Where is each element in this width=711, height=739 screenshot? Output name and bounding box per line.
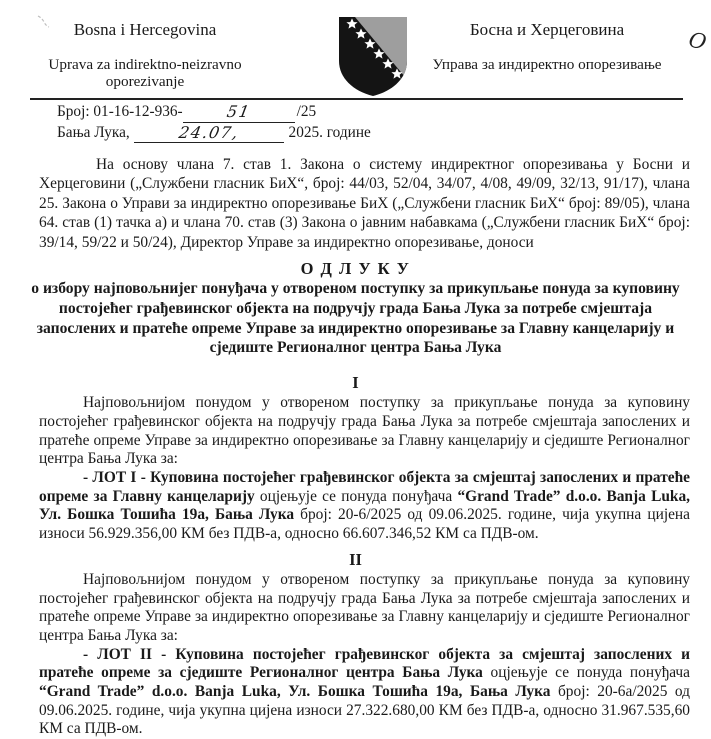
section-2-lot-paragraph [39, 646, 690, 739]
section-1-intro: Најповољнијом понудом у отвореном поступку за прикупљање понуда за куповину постојећег грађевинског објекта на подручју града Бања Лука за потребе смјештаја запослених и пратеће опреме Управе за индиректно опорезивање за Главну канцеларију и сједиште Регионалног центра Бања Лука за: [39, 394, 690, 468]
header-cyrillic-block [408, 20, 686, 73]
lot-1-text-1: оцјењује се понуда понуђача [254, 487, 458, 505]
institution-name-cyrillic: Босна и Херцеговина [469, 20, 625, 39]
protocol-number-suffix: /25 [296, 103, 317, 120]
handwritten-annotation: O [686, 27, 709, 55]
date-underline [134, 123, 284, 144]
header-latin-block [18, 20, 272, 90]
lot-2-bidder: “Grand Trade” d.o.o. Banja Luka, Ул. Бошка Тошића 19а, Бања Лука [39, 683, 551, 701]
decision-subtitle: о избору најповољнијег понуђача у отвореном поступку за прикупљање понуда за куповину постојећег грађевинског објекта на подручју града Бања Лука за потребе смјештаја запослених и пратеће опреме Управе за индиректно опорезивање за Главну канцеларију и сједиште Регионалног центра Бања Лука [31, 280, 680, 357]
handwritten-protocol-number: 51 [225, 102, 253, 121]
lot-2-bold-lead: - ЛОТ II - Куповина постојећег грађевинског објекта за смјештај запослених и пратеће опреме за сједиште Регионалног центра Бања Лука [39, 645, 690, 682]
place-label: Бања Лука, [57, 123, 130, 141]
institution-subtitle-cyrillic: Управа за индиректно опорезивање [432, 56, 662, 73]
protocol-number-underline [183, 102, 295, 123]
institution-subtitle-latin: Uprava za indirektno-neizravno oporezivanje [48, 56, 242, 90]
lot-1-bidder: “Grand Trade” d.o.o. Banja Luka, Ул. Бошка Тошића 19а, Бања Лука [39, 487, 691, 524]
handwritten-date: 24.07, [177, 122, 241, 142]
reference-block [57, 102, 711, 143]
legal-preamble: На основу члана 7. став 1. Закона о систему индиректног опорезивања у Босни и Херцеговини („Службени гласник БиХ“, број: 44/03, 52/04, 34/07, 4/08, 49/09, 32/13, 91/17), члана 25. Закона о Управи за индиректно опорезивање БиХ („Службени гласник БиХ“ број: 89/05), члана 64. став (1) тачка а) и члана 70. став (3) Закона о јавним набавкама („Службени гласник БиХ“ број: 39/14, 59/22 и 50/24), Директор Управе за индиректно опорезивање, доноси [39, 156, 690, 251]
protocol-number-label: Број: 01-16-12-936- [57, 103, 183, 120]
lot-2-text-1: оцјењује се понуда понуђача [482, 664, 690, 682]
lot-1-text-2: број: 20-6/2025 од 09.06.2025. године, чија укупна цијена износи 56.929.356,00 КМ без ПДВ-а, односно 66.607.346,52 КМ са ПДВ-ом. [39, 506, 691, 543]
document-body [0, 102, 711, 739]
place-date-row [57, 123, 711, 144]
lot-1-bold-lead: - ЛОТ I - Куповина постојећег грађевинског објекта за смјештај запослених и пратеће опреме за Главну канцеларију [39, 469, 690, 505]
institution-name-latin: Bosna i Hercegovina [73, 20, 217, 39]
protocol-number-row [57, 102, 711, 123]
section-1-lot-paragraph [39, 469, 690, 544]
section-2-intro: Најповољнијом понудом у отвореном поступку за прикупљање понуда за куповину постојећег грађевинског објекта на подручју града Бања Лука за потребе смјештаја запослених и пратеће опреме Управе за индиректно опорезивање за Главну канцеларију и сједиште Регионалног центра Бања Лука за: [39, 570, 690, 644]
section-numeral-1: I [352, 373, 359, 393]
section-numeral-2: II [349, 549, 362, 569]
decision-title: О Д Л У К У [300, 259, 411, 279]
lot-2-text-2: број: 20-6а/2025 од 09.06.2025. године, чија укупна цијена износи 27.322.680,00 КМ без ПДВ-а, односно 31.967.535,60 КМ са ПДВ-ом. [39, 683, 691, 738]
year-label: 2025. године [288, 123, 371, 141]
bih-coat-of-arms-icon [336, 15, 410, 99]
